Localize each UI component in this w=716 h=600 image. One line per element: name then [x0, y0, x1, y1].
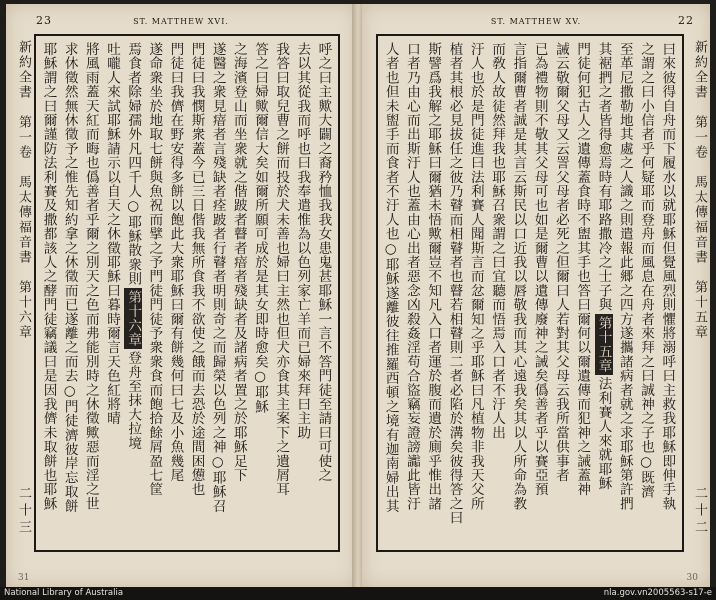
text-column: 至革尼撒勒地其處之人識之則遣報此郷之四方遂攜諸病者就之求耶穌第許捫 — [616, 42, 633, 511]
text-column: 門徒曰我憫斯衆蓋今已三日偕我無所食我不欲使之餓而去恐於途間困憊也 — [188, 42, 205, 497]
text-column: 遂命衆坐於地取七餅與魚祝而擘之予門徒門徒予衆衆食而飽拾餘屑盈七筐 — [146, 42, 163, 497]
text-column: 其裾捫之者皆得愈焉時有耶路撒冷之士子與第十五章法利賽人來就耶穌 — [595, 42, 612, 491]
text-column: 遂醫之衆見瘖者言殘缺者痊跛者行瞽者明則奇之而歸榮以色列之神○耶穌召 — [209, 42, 226, 513]
left-text-frame — [34, 34, 340, 552]
text-column: 答之曰婦歟爾信大矣如爾所願可成於是其女即時愈矣○耶穌 — [252, 42, 268, 414]
text-column: 求休徵然無休徵予之惟先知約拿之休徵而已遂離之而去○門徒濟彼岸忘取餅 — [61, 42, 78, 513]
text-column: 將風雨蓋天紅而晦也僞善者乎爾之別天之色而弗能別時之休徵歟惡而淫之世 — [82, 42, 99, 511]
right-page-number: 22 — [678, 14, 694, 27]
text-column: 斯譬爲我解之耶穌曰爾猶未悟歟爾豈不知凡入口者運於腹而遺於廁乎惟出諸 — [425, 42, 442, 511]
text-column: 汙人也於是門徒進曰法利賽人聞斯言而忿爾知之乎耶穌曰凡植物非我天父所 — [467, 42, 484, 511]
text-column: 門徒何犯古人之遺傳蓋食時不盥其手也答曰爾何以爾遺傳而犯神之誡蓋神 — [574, 42, 591, 497]
right-header — [362, 12, 710, 30]
text-column: 之謂之曰小信者乎何疑耶而登舟而風息在舟者來拜之曰誠神之子也○既濟 — [638, 42, 655, 499]
right-page-mark: 30 — [686, 573, 698, 583]
text-column: 人者也但未盥手而食者不汙人也○耶穌遂離彼往推羅西頓之境有迦南婦出其 — [382, 42, 399, 513]
right-running-title: ST. MATTHEW XV. — [490, 17, 582, 26]
right-folio: 二十二 — [692, 486, 707, 537]
chapter-marker: 第十五章 — [595, 315, 612, 373]
left-title-line: 新約全書 第一卷 馬太傳福音書 第十六章 — [16, 40, 31, 340]
right-page — [362, 4, 710, 587]
left-running-title: ST. MATTHEW XVI. — [133, 17, 229, 26]
text-column: 植者其根必見拔任之彼乃瞽而相瞽者也瞽若相瞽則二者必陷於溝矣彼得答之曰 — [446, 42, 463, 525]
text-column: 之海濱登山而坐衆就之偕跛者瞽者瘖者殘缺者及諸病者置之於耶穌足下 — [230, 42, 247, 483]
left-page-mark: 31 — [18, 573, 30, 583]
text-column: 焉食者除婦孺外凡四千人○耶穌散衆則第十六章登舟至抹大拉境 — [125, 42, 142, 451]
chapter-marker: 第十六章 — [125, 289, 142, 347]
text-column: 言指爾曹者誠是其言云斯民以口近我以唇敬我而其心遠我矣其以人所命為教 — [510, 42, 527, 511]
text-column: 誡云敬爾父母又云詈父母者必死之但爾曰人若對其父母云我所當供事者 — [552, 42, 569, 483]
left-header — [6, 12, 356, 30]
text-column: 耶穌謂之曰爾謹防法利賽及撒都該人之酵門徒竊議曰是因我儕未取餅也耶穌 — [40, 42, 57, 511]
left-folio: 二十三 — [16, 486, 31, 537]
left-page — [6, 4, 356, 587]
left-page-number: 23 — [36, 14, 52, 27]
right-text-frame — [376, 34, 684, 552]
library-credit: National Library of Australia — [4, 588, 124, 598]
text-column: 吐嚨人來試耶穌請示以自天之休徵耶穌曰暮時爾言天色紅將晴 — [104, 42, 120, 426]
text-column: 去以其從我而呼也曰我奉遣惟為以色列家亡羊而已婦來拜曰主助 — [294, 42, 311, 440]
text-column: 曰來彼得自舟而下履水以就耶穌但覺風烈則懼將溺呼曰主救我耶穌即伸手執 — [659, 42, 676, 511]
archive-footer-bar — [0, 587, 716, 600]
right-title-line: 新約全書 第一卷 馬太傳福音書 第十五章 — [692, 40, 707, 340]
text-column: 門徒曰我儕在野安得多餅以飽此大衆耶穌曰爾有餅幾何曰七及小魚幾尾 — [167, 42, 184, 483]
text-column: 我答曰取兒曹之餅而投於犬未善也婦曰主然也但犬亦食其主案下之遺屑耳 — [273, 42, 290, 497]
text-column: 已為禮物則不敬其父母可也如是爾曹以遺傳廢神之誡矣僞善者乎以賽亞預 — [531, 42, 548, 497]
text-column: 呼之曰主歟大闢之裔矜恤我我女患鬼甚耶穌一言不答門徒至請曰可使之 — [315, 42, 332, 483]
text-column: 而敎人故徒然拜我也耶穌召衆謂之曰宜聽而悟焉入口者不汙人出 — [489, 42, 506, 440]
text-column: 口者乃由心而出斯汙人也蓋由心出者惡念凶殺姦淫苟合盜竊妄證謗讟此皆汙 — [403, 42, 420, 511]
image-identifier: nla.gov.vn2005563-s17-e — [603, 588, 712, 598]
